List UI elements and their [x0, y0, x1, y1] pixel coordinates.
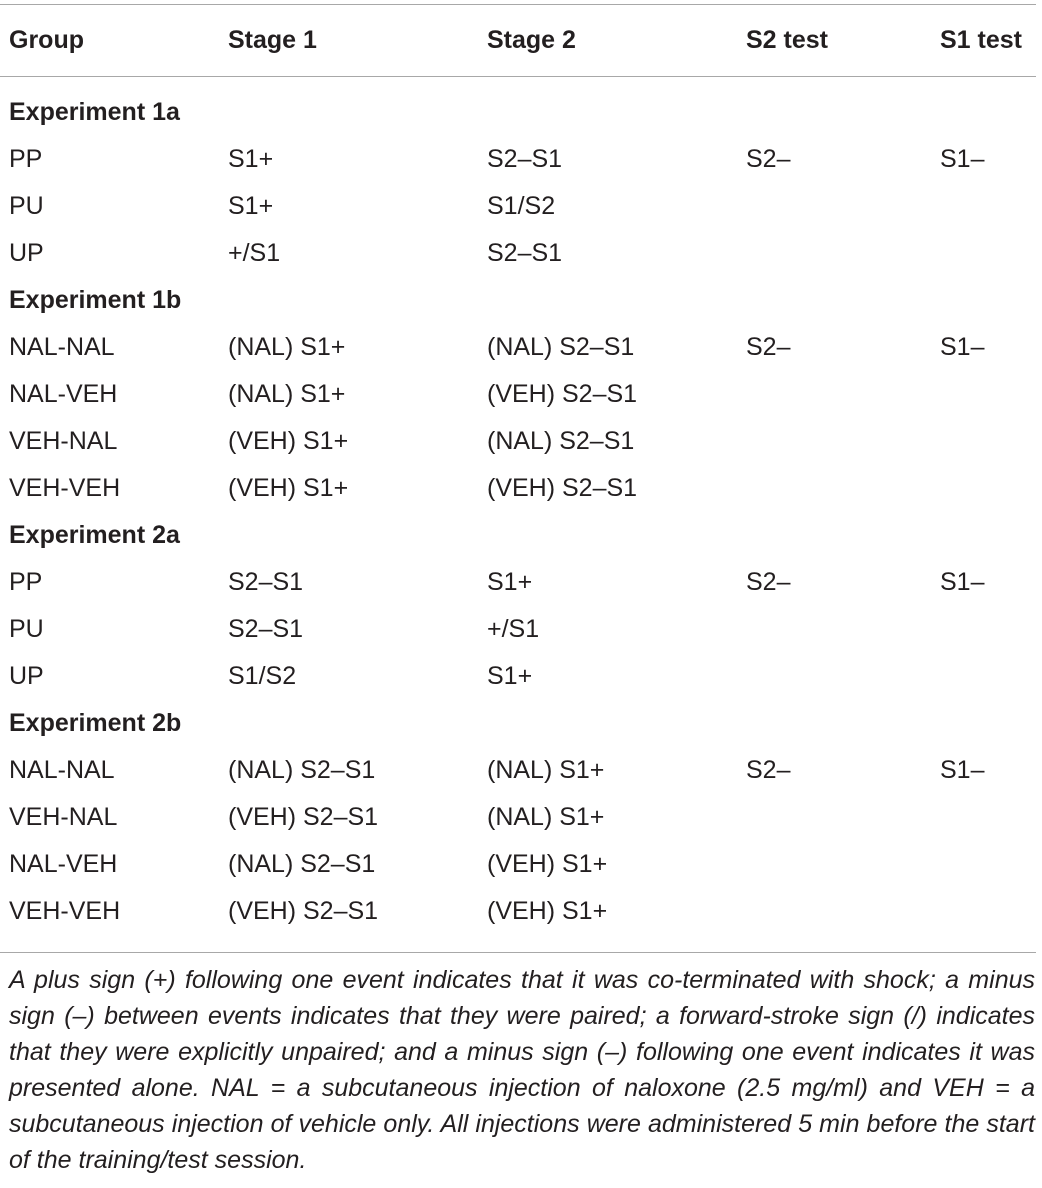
table-row: [0, 136, 1042, 183]
table-row: [0, 841, 1042, 888]
cell-group: NAL-NAL: [9, 756, 115, 784]
section-label: Experiment 2b: [9, 709, 182, 737]
table-row: [0, 888, 1042, 935]
cell-s2-test: S2–: [746, 756, 791, 784]
cell-stage-2: (VEH) S1+: [487, 897, 608, 925]
table-row: [0, 230, 1042, 277]
table-row: [0, 183, 1042, 230]
cell-stage-2: S2–S1: [487, 145, 563, 173]
cell-group: VEH-NAL: [9, 427, 118, 455]
cell-stage-2: (NAL) S2–S1: [487, 333, 635, 361]
cell-stage-2: +/S1: [487, 615, 540, 643]
cell-s2-test: S2–: [746, 333, 791, 361]
cell-group: VEH-NAL: [9, 803, 118, 831]
table-footer-rule: [0, 952, 1036, 953]
cell-s2-test: S2–: [746, 145, 791, 173]
cell-stage-1: (NAL) S2–S1: [228, 850, 376, 878]
table-row: [0, 559, 1042, 606]
header-s1-test: S1 test: [940, 26, 1022, 54]
cell-group: NAL-VEH: [9, 380, 118, 408]
section-row: [0, 512, 1042, 559]
cell-stage-1: S1/S2: [228, 662, 297, 690]
cell-group: PP: [9, 145, 43, 173]
table-header-row: [0, 17, 1042, 64]
cell-group: VEH-VEH: [9, 897, 121, 925]
section-row: [0, 700, 1042, 747]
section-label: Experiment 1b: [9, 286, 182, 314]
cell-stage-1: +/S1: [228, 239, 281, 267]
cell-stage-2: (NAL) S2–S1: [487, 427, 635, 455]
cell-stage-1: (VEH) S1+: [228, 474, 349, 502]
header-stage-2: Stage 2: [487, 26, 576, 54]
cell-stage-2: S1/S2: [487, 192, 556, 220]
cell-stage-2: S2–S1: [487, 239, 563, 267]
header-s2-test: S2 test: [746, 26, 828, 54]
table-row: [0, 418, 1042, 465]
cell-stage-2: (VEH) S2–S1: [487, 380, 638, 408]
cell-stage-2: (VEH) S2–S1: [487, 474, 638, 502]
header-group: Group: [9, 26, 84, 54]
cell-group: PP: [9, 568, 43, 596]
table-row: [0, 794, 1042, 841]
cell-s1-test: S1–: [940, 333, 985, 361]
cell-s1-test: S1–: [940, 756, 985, 784]
cell-stage-2: S1+: [487, 568, 533, 596]
cell-group: NAL-NAL: [9, 333, 115, 361]
header-stage-1: Stage 1: [228, 26, 317, 54]
cell-group: NAL-VEH: [9, 850, 118, 878]
section-row: [0, 89, 1042, 136]
cell-group: VEH-VEH: [9, 474, 121, 502]
cell-group: UP: [9, 662, 44, 690]
cell-stage-1: (NAL) S1+: [228, 380, 346, 408]
cell-group: PU: [9, 192, 44, 220]
table-row: [0, 371, 1042, 418]
table-top-rule: [0, 4, 1036, 5]
cell-group: UP: [9, 239, 44, 267]
cell-s2-test: S2–: [746, 568, 791, 596]
cell-group: PU: [9, 615, 44, 643]
cell-stage-2: (NAL) S1+: [487, 756, 605, 784]
cell-stage-1: S1+: [228, 145, 274, 173]
section-label: Experiment 1a: [9, 98, 180, 126]
cell-stage-2: S1+: [487, 662, 533, 690]
section-row: [0, 277, 1042, 324]
table-row: [0, 747, 1042, 794]
table-row: [0, 606, 1042, 653]
cell-stage-2: (NAL) S1+: [487, 803, 605, 831]
cell-stage-1: (NAL) S2–S1: [228, 756, 376, 784]
cell-s1-test: S1–: [940, 568, 985, 596]
cell-stage-1: (VEH) S1+: [228, 427, 349, 455]
cell-stage-1: S1+: [228, 192, 274, 220]
table-footnote: A plus sign (+) following one event indicates that it was co-terminated with shock; a minus sign (–) between events indicates that they were paired; a forward-stroke sign (/) indicates that they were explicitly unpaired; and a minus sign (–) following one event indicates it was presented alone. NAL = a subcutaneous injection of naloxone (2.5 mg/ml) and VEH = a subcutaneous injection of vehicle only. All injections were administered 5 min before the start of the training/test session.: [9, 966, 1035, 1174]
cell-stage-1: (VEH) S2–S1: [228, 897, 379, 925]
section-label: Experiment 2a: [9, 521, 180, 549]
cell-stage-1: S2–S1: [228, 568, 304, 596]
cell-stage-1: (NAL) S1+: [228, 333, 346, 361]
table-header-rule: [0, 76, 1036, 77]
table-row: [0, 324, 1042, 371]
cell-stage-1: (VEH) S2–S1: [228, 803, 379, 831]
table-row: [0, 465, 1042, 512]
cell-stage-2: (VEH) S1+: [487, 850, 608, 878]
cell-s1-test: S1–: [940, 145, 985, 173]
cell-stage-1: S2–S1: [228, 615, 304, 643]
table-row: [0, 653, 1042, 700]
